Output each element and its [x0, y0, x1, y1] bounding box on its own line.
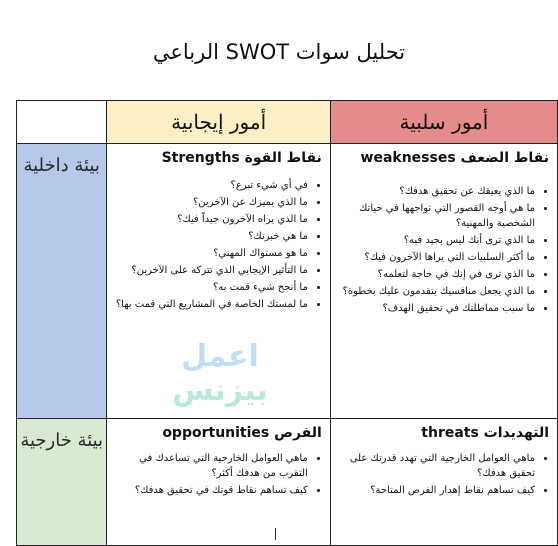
opportunities-heading: الفرص opportunities: [162, 425, 322, 441]
list-item: • ما الذي يراه الآخرون جيداً فيك؟: [113, 212, 307, 227]
list-item: • ما هي أوجه القصور التي تواجهها في حياتك الشخصية والمهنية؟: [337, 201, 535, 231]
weaknesses-heading: نقاط الضعف weaknesses: [360, 150, 549, 166]
list-item: • ما هو مستواك المهني؟: [113, 246, 307, 261]
list-item: • ما الذي يميزك عن الآخرين؟: [113, 195, 307, 210]
list-item: • ما الذي يعيقك عن تحقيق هدفك؟: [337, 184, 535, 199]
strengths-cell: [107, 144, 330, 419]
list-item: • كيف تساهم نقاط قوتك في تحقيق هدفك؟: [113, 483, 307, 498]
threats-cell: [330, 419, 557, 546]
list-item: • ما الذي يجعل منافسيك يتقدمون عليك بخطوة؟: [337, 284, 535, 299]
list-item: • ما أكثر السلبيات التي يراها الآخرون فيك؟: [337, 250, 535, 265]
watermark-line-1: اعمل: [181, 339, 259, 374]
positive-header: أمور إيجابية: [107, 101, 330, 144]
list-item: • في أي شيء تبرع؟: [113, 178, 307, 193]
list-item: • ما سبب مماطلتك في تحقيق الهدف؟: [337, 301, 535, 316]
opportunities-list: [107, 451, 329, 498]
list-item: • ما لمستك الخاصة في المشاريع التي قمت بها؟: [113, 297, 307, 312]
list-item: • ما هي خبرتك؟: [113, 229, 307, 244]
watermark-line-2: بيزنس: [172, 373, 268, 408]
threats-heading: التهديدات threats: [421, 425, 549, 441]
opportunities-cell: [107, 419, 330, 546]
list-item: • ما الذي ترى في إنك في حاجة لتعلمه؟: [337, 267, 535, 282]
weaknesses-cell: [330, 144, 557, 419]
threats-list: [331, 451, 557, 498]
negative-header: أمور سلبية: [330, 101, 557, 144]
swot-matrix: [16, 100, 558, 546]
external-environment-label: بيئة خارجية: [17, 419, 107, 546]
weaknesses-list: [331, 184, 557, 316]
strengths-list: [107, 178, 329, 312]
list-item: • كيف تساهم نقاط إهدار الفرص المتاحة؟: [337, 483, 535, 498]
list-item: • ماهي العوامل الخارجية التي تساعدك في التقرب من هدفك أكثر؟: [113, 451, 307, 481]
list-item: • ماهي العوامل الخارجية التي تهدد قدرتك على تحقيق هدفك؟: [337, 451, 535, 481]
list-item: • ما التأثير الإيجابي الذي تتركه على الآخرين؟: [113, 263, 307, 278]
list-item: • ما أنجح شيء قمت به؟: [113, 280, 307, 295]
internal-environment-label: بيئة داخلية: [17, 144, 107, 419]
strengths-heading: نقاط القوة Strengths: [161, 150, 322, 166]
page-title: تحليل سوات SWOT الرباعي: [152, 40, 406, 64]
corner-cell: [17, 101, 107, 144]
text-cursor: [275, 528, 276, 540]
list-item: • ما الذي ترى أنك ليس بجيد فيه؟: [337, 233, 535, 248]
